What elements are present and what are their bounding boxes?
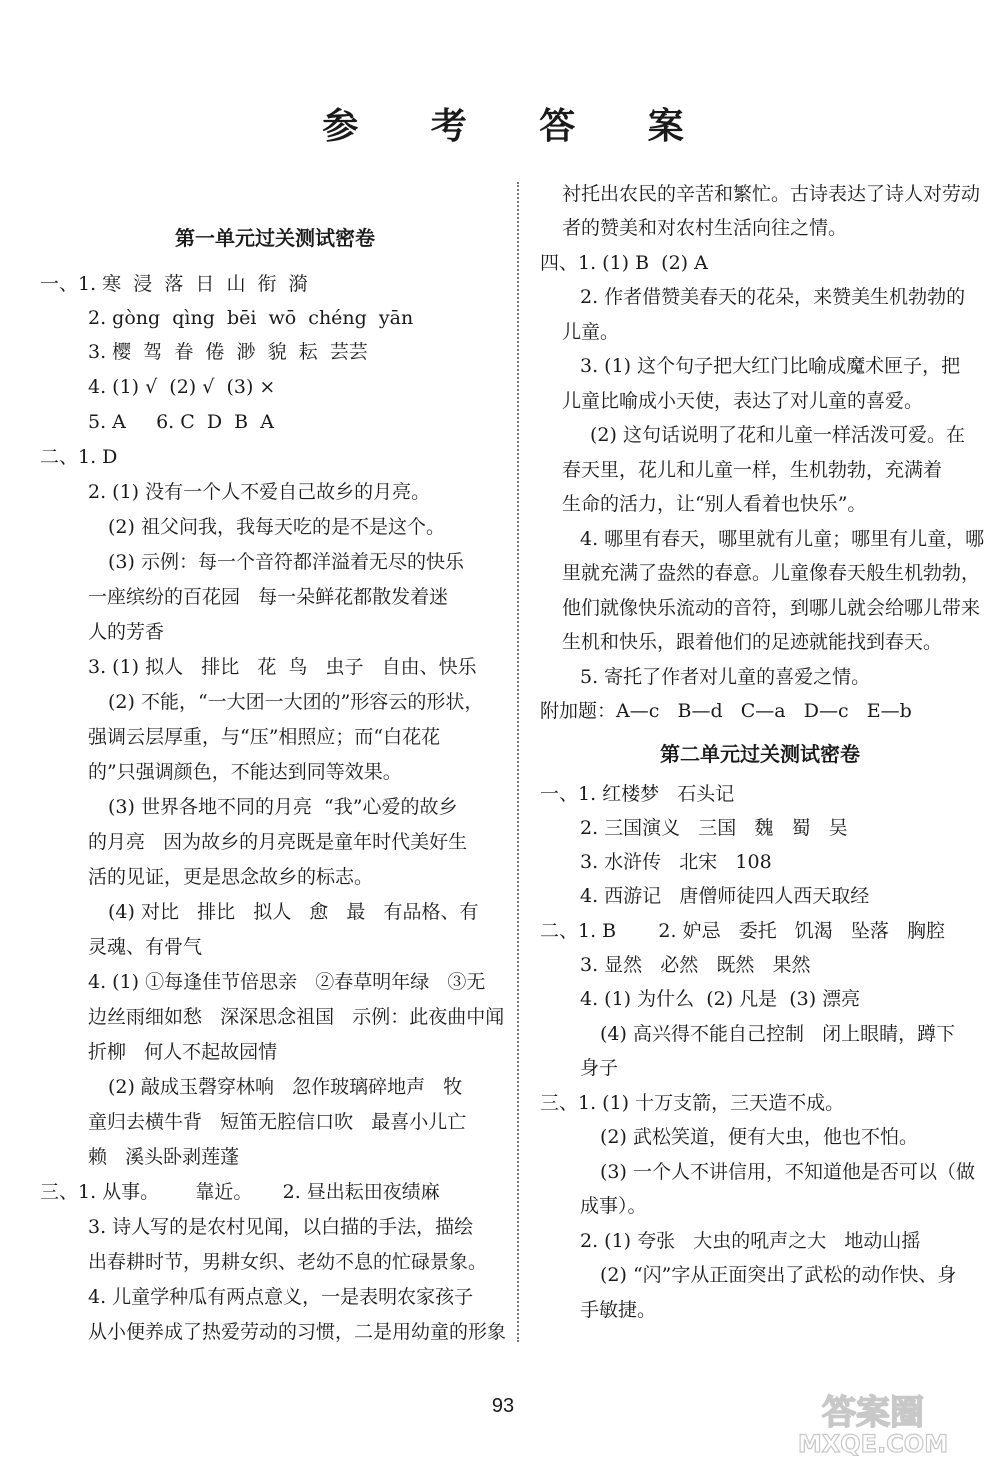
answer-line: 成事）。 bbox=[580, 1195, 647, 1217]
answer-line: 出春耕时节，男耕女织、老幼不息的忙碌景象。 bbox=[88, 1251, 488, 1273]
answer-line: 衬托出农民的辛苦和繁忙。古诗表达了诗人对劳动 bbox=[562, 183, 981, 205]
answer-line: 身子 bbox=[580, 1057, 619, 1079]
answer-line: 4. (1) ①每逢佳节倍思亲 ②春草明年绿 ③无 bbox=[88, 971, 486, 993]
answer-line: 人的芳香 bbox=[88, 621, 165, 643]
answer-line: 活的见证，更是思念故乡的标志。 bbox=[88, 866, 374, 888]
answer-line: (2) 敲成玉磬穿林响 忽作玻璃碎地声 牧 bbox=[108, 1076, 463, 1098]
page-title: 参 考 答 案 bbox=[322, 106, 714, 147]
unit1-heading: 第一单元过关测试密卷 bbox=[175, 226, 375, 250]
answer-line: 三、1. 从事。 靠近。 2. 昼出耘田夜绩麻 bbox=[40, 1181, 440, 1203]
answer-line: 四、1. (1) B (2) A bbox=[540, 252, 708, 274]
answer-line: (2) 祖父问我，我每天吃的是不是这个。 bbox=[108, 516, 445, 538]
answer-line: 3. 樱 驾 眷 倦 渺 貌 耘 芸芸 bbox=[88, 341, 368, 363]
answer-line: (2) “闪”字从正面突出了武松的动作快、身 bbox=[600, 1264, 957, 1286]
answer-line: (2) 不能，“一大团一大团的”形容云的形状， bbox=[108, 691, 484, 713]
answer-line: 儿童。 bbox=[562, 321, 620, 343]
answer-line: 者的赞美和对农村生活向往之情。 bbox=[562, 217, 848, 239]
answer-line: 折柳 何人不起故园情 bbox=[88, 1041, 278, 1063]
answer-line: 二、1. D bbox=[40, 446, 118, 468]
answer-line: 从小便养成了热爱劳动的习惯，二是用幼童的形象 bbox=[88, 1321, 507, 1343]
answer-line: (2) 这句话说明了花和儿童一样活泼可爱。在 bbox=[590, 424, 965, 446]
answer-line: 2. (1) 夸张 大虫的吼声之大 地动山摇 bbox=[580, 1230, 921, 1252]
watermark-logo bbox=[758, 1388, 988, 1456]
answer-line: 一、1. 寒 浸 落 日 山 衔 漪 bbox=[40, 273, 308, 295]
answer-line: 童归去横牛背 短笛无腔信口吹 最喜小儿亡 bbox=[88, 1111, 467, 1133]
column-divider bbox=[517, 182, 519, 1342]
answer-line: 三、1. (1) 十万支箭，三天造不成。 bbox=[540, 1092, 845, 1114]
answer-line: 二、1. B 2. 妒忌 委托 饥渴 坠落 胸腔 bbox=[540, 920, 946, 942]
answer-line: 5. 寄托了作者对儿童的喜爱之情。 bbox=[580, 666, 871, 688]
answer-line: 他们就像快乐流动的音符，到哪儿就会给哪儿带来 bbox=[562, 597, 981, 619]
answer-line: 强调云层厚重，与“压”相照应；而“白花花 bbox=[88, 726, 441, 748]
answer-line: 4. 儿童学种瓜有两点意义，一是表明农家孩子 bbox=[88, 1286, 474, 1308]
answer-line: 2. gòng qìng bēi wō chéng yān bbox=[88, 307, 414, 329]
answer-line: 4. (1) 为什么 (2) 凡是 (3) 漂亮 bbox=[580, 988, 861, 1010]
answer-line: (4) 高兴得不能自己控制 闭上眼睛，蹲下 bbox=[600, 1023, 956, 1045]
answer-line: 生命的活力，让“别人看着也快乐”。 bbox=[562, 493, 867, 515]
page-number: 93 bbox=[491, 1395, 515, 1417]
answer-line: 2. 作者借赞美春天的花朵，来赞美生机勃勃的 bbox=[580, 286, 966, 308]
answer-line: (2) 武松笑道，便有大虫，他也不怕。 bbox=[600, 1126, 918, 1148]
answer-line: 2. 三国演义 三国 魏 蜀 吴 bbox=[580, 817, 848, 839]
answer-line: (3) 世界各地不同的月亮 “我”心爱的故乡 bbox=[108, 796, 458, 818]
answer-line: 灵魂、有骨气 bbox=[88, 936, 203, 958]
answer-line: (4) 对比 排比 拟人 愈 最 有品格、有 bbox=[108, 901, 479, 923]
answer-line: (3) 示例：每一个音符都洋溢着无尽的快乐 bbox=[108, 551, 464, 573]
answer-line: 的月亮 因为故乡的月亮既是童年时代美好生 bbox=[88, 831, 468, 853]
unit2-heading: 第二单元过关测试密卷 bbox=[660, 742, 860, 766]
answer-line: 里就充满了盎然的春意。儿童像春天般生机勃勃， bbox=[562, 562, 981, 584]
answer-line: 4. (1) √ (2) √ (3) × bbox=[88, 376, 276, 398]
answer-line: (3) 一个人不讲信用，不知道他是否可以（做 bbox=[600, 1161, 975, 1183]
answer-line: 的”只强调颜色，不能达到同等效果。 bbox=[88, 761, 402, 783]
answer-line: 手敏捷。 bbox=[580, 1299, 657, 1321]
answer-line: 3. 显然 必然 既然 果然 bbox=[580, 954, 811, 976]
answer-line: 儿童比喻成小天使，表达了对儿童的喜爱。 bbox=[562, 390, 924, 412]
answer-line: 5. A 6. C D B A bbox=[88, 411, 274, 433]
watermark-bottom: MXQE.COM bbox=[797, 1430, 949, 1456]
answer-line: 一座缤纷的百花园 每一朵鲜花都散发着迷 bbox=[88, 586, 449, 608]
answer-line: 2. (1) 没有一个人不爱自己故乡的月亮。 bbox=[88, 481, 431, 503]
answer-line: 一、1. 红楼梦 石头记 bbox=[540, 783, 735, 805]
answer-line: 4. 西游记 唐僧师徒四人西天取经 bbox=[580, 885, 870, 907]
watermark-top: 答案圈 bbox=[822, 1393, 924, 1433]
answer-line: 边丝雨细如愁 深深思念祖国 示例：此夜曲中闻 bbox=[88, 1006, 505, 1028]
answer-line: 赖 溪头卧剥莲蓬 bbox=[88, 1146, 240, 1168]
answer-line: 4. 哪里有春天，哪里就有儿童；哪里有儿童，哪 bbox=[580, 528, 985, 550]
answer-line: 春天里，花儿和儿童一样，生机勃勃，充满着 bbox=[562, 459, 943, 481]
answer-line: 3. (1) 拟人 排比 花 鸟 虫子 自由、快乐 bbox=[88, 656, 477, 678]
answer-line: 3. 诗人写的是农村见闻，以白描的手法，描绘 bbox=[88, 1216, 474, 1238]
answer-line: 生机和快乐，跟着他们的足迹就能找到春天。 bbox=[562, 631, 943, 653]
answer-line: 附加题：A—c B—d C—a D—c E—b bbox=[540, 700, 912, 722]
answer-line: 3. (1) 这个句子把大红门比喻成魔术匣子，把 bbox=[580, 355, 961, 377]
answer-line: 3. 水浒传 北宋 108 bbox=[580, 851, 772, 873]
